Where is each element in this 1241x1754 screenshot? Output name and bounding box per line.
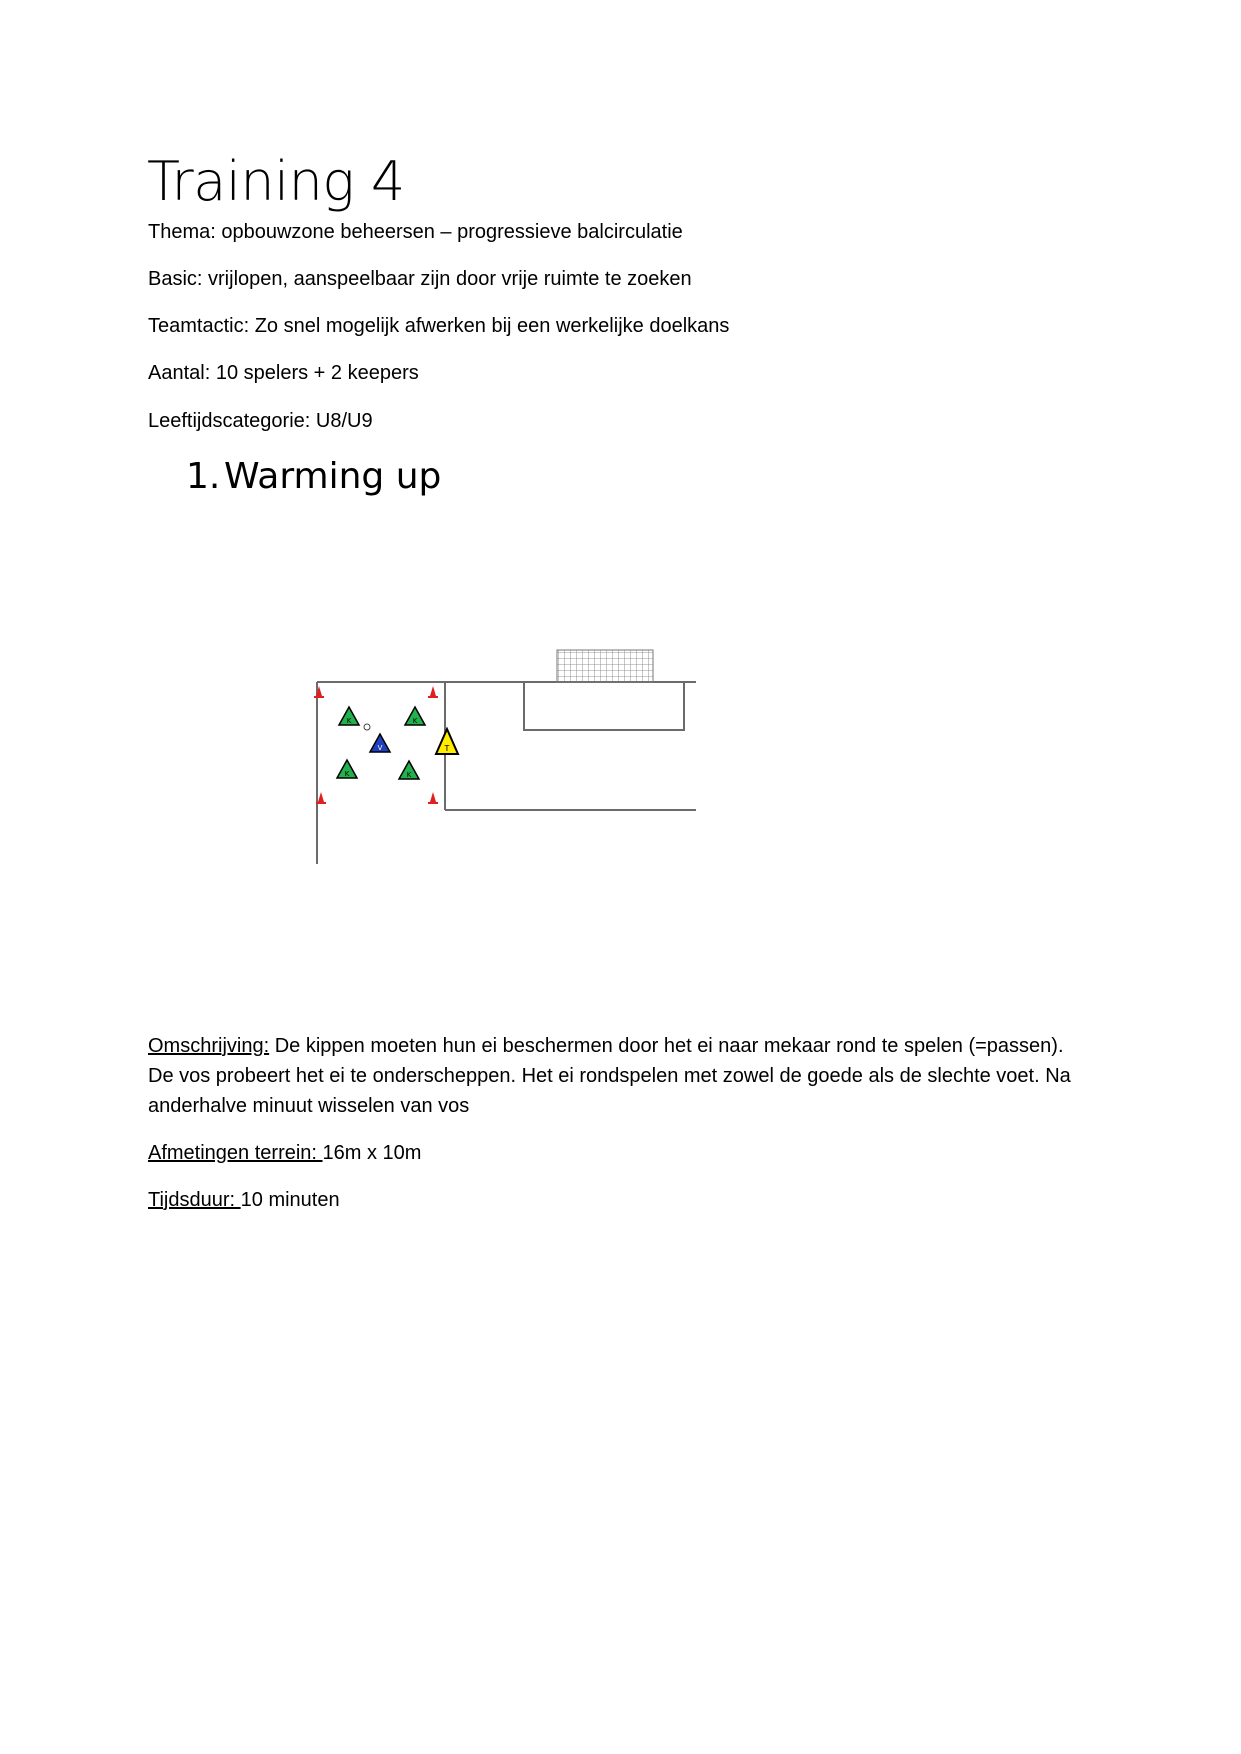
ball — [364, 724, 370, 730]
goal-net — [557, 650, 653, 682]
description-block — [148, 1031, 1088, 1215]
player-letter: V — [377, 744, 383, 752]
cone-top-left — [314, 686, 324, 698]
cone-bottom-right — [428, 792, 438, 804]
omschrijving-label: Omschrijving: — [148, 1035, 270, 1057]
tijdsduur-text: 10 minuten — [240, 1189, 340, 1211]
cone-top-right — [428, 686, 438, 698]
field-diagram — [300, 640, 720, 880]
tijdsduur-label: Tijdsduur: — [148, 1189, 241, 1211]
field-lines — [317, 682, 696, 864]
document-title: Training 4 — [147, 150, 405, 213]
meta-thema: Thema: opbouwzone beheersen – progressieve balcirculatie — [148, 221, 683, 243]
player-kip-4 — [399, 761, 419, 779]
omschrijving-text: De kippen moeten hun ei beschermen door het ei naar mekaar rond te spelen (=passen). De vos probeert het ei te onderscheppen. Het ei rondspelen met zowel de goede als de slechte voet. Na anderhalve minuut wisselen van vos — [148, 1035, 1071, 1117]
player-kip-3 — [337, 760, 357, 778]
tijdsduur-paragraph — [148, 1185, 1088, 1215]
player-letter: T — [444, 744, 450, 753]
afmetingen-label: Afmetingen terrein: — [148, 1142, 323, 1164]
player-letter: K — [406, 771, 412, 779]
player-letter: K — [344, 770, 350, 778]
player-kip-1 — [339, 707, 359, 725]
player-letter: K — [412, 717, 418, 725]
section-title: Warming up — [224, 456, 442, 497]
meta-leeftijd: Leeftijdscategorie: U8/U9 — [148, 410, 373, 432]
meta-teamtactic: Teamtactic: Zo snel mogelijk afwerken bij een werkelijke doelkans — [148, 315, 730, 337]
player-kip-2 — [405, 707, 425, 725]
player-trainer — [436, 729, 458, 754]
afmetingen-paragraph — [148, 1138, 1088, 1168]
player-letter: K — [346, 717, 352, 725]
meta-aantal: Aantal: 10 spelers + 2 keepers — [148, 362, 419, 384]
afmetingen-text: 16m x 10m — [322, 1142, 422, 1164]
section-heading — [186, 455, 441, 499]
meta-basic: Basic: vrijlopen, aanspeelbaar zijn door vrije ruimte te zoeken — [148, 268, 692, 290]
section-number: 1. — [186, 456, 221, 497]
player-vos — [370, 734, 390, 752]
omschrijving-paragraph — [148, 1031, 1088, 1121]
